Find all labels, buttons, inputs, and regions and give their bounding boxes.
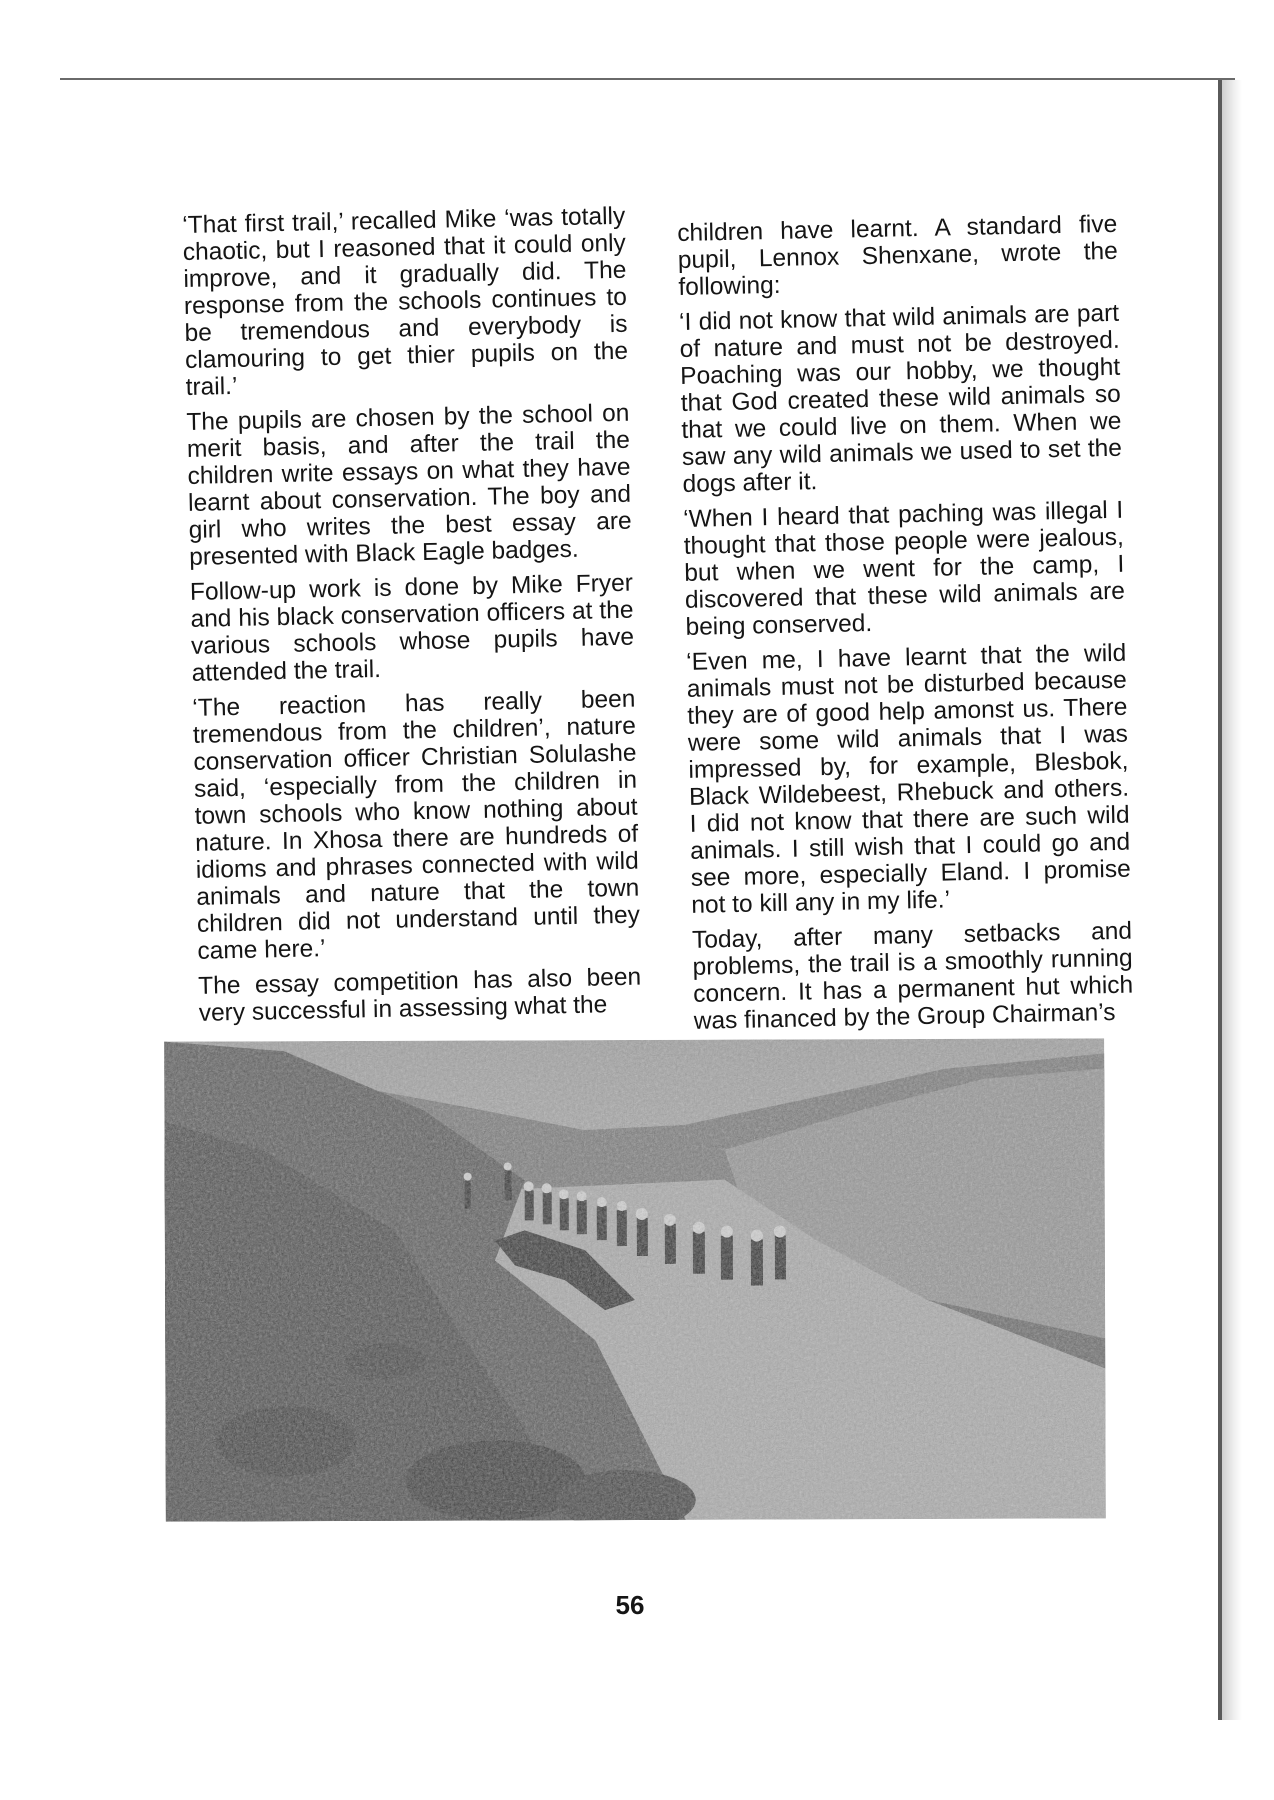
paragraph: ‘That first trail,’ recalled Mike ‘was totally chaotic, but I reasoned that it could only improve, and it gradually did. The response from the schools continues to be tremendous and everybody is clamouring to get thier pupils on the trail.’ <box>182 202 629 401</box>
paragraph: children have learnt. A standard five pupil, Lennox Shenxane, wrote the following: <box>677 210 1119 301</box>
paragraph: Today, after many setbacks and problems, the trail is a smoothly running concern. It has a permanent hut which was financed by the Group Chairman’s <box>691 917 1134 1035</box>
paragraph: The pupils are chosen by the school on merit basis, and after the trail the children write essays on what they have learnt about conservation. The boy and girl who writes the best essay are presented with Black Eagle badges. <box>186 399 632 571</box>
trail-photograph <box>164 1038 1106 1521</box>
page-number: 56 <box>615 1590 645 1620</box>
paragraph: ‘When I heard that paching was illegal I thought that those people were jealous, but when we went for the camp, I discovered that these wild animals are being conserved. <box>682 496 1126 641</box>
left-text-column <box>182 203 642 1035</box>
scan-edge <box>60 78 1235 80</box>
paragraph: ‘I did not know that wild animals are part of nature and must not be destroyed. Poaching was our hobby, we thought that God created these wild animals so that we could live on them. When we saw any wild animals we used to set the dogs after it. <box>678 299 1123 498</box>
paragraph: ‘The reaction has really been tremendous from the children’, nature conservation officer Christian Solulashe said, ‘especially from the children in town schools who know nothing about nature. In Xhosa there are hundreds of idioms and phrases connected with wild animals and nature that the town children did not understand until they came here.’ <box>192 685 641 965</box>
paragraph: ‘Even me, I have learnt that the wild animals must not be disturbed because they are of good help amonst us. There were some wild animals that I was impressed by, for example, Blesbok, Black Wildebeest, Rhebuck and others. I did not know that there are such wild animals. I still wish that I could go and see more, especially Eland. I promise not to kill any in my life.’ <box>685 639 1131 919</box>
scan-edge-margin <box>1222 80 1242 1720</box>
paragraph: Follow-up work is done by Mike Fryer and his black conservation officers at the various schools whose pupils have attended the trail. <box>189 569 635 687</box>
paragraph: The essay competition has also been very successful in assessing what the <box>197 963 642 1027</box>
photograph-icon <box>164 1038 1106 1521</box>
right-text-column <box>677 211 1134 1043</box>
